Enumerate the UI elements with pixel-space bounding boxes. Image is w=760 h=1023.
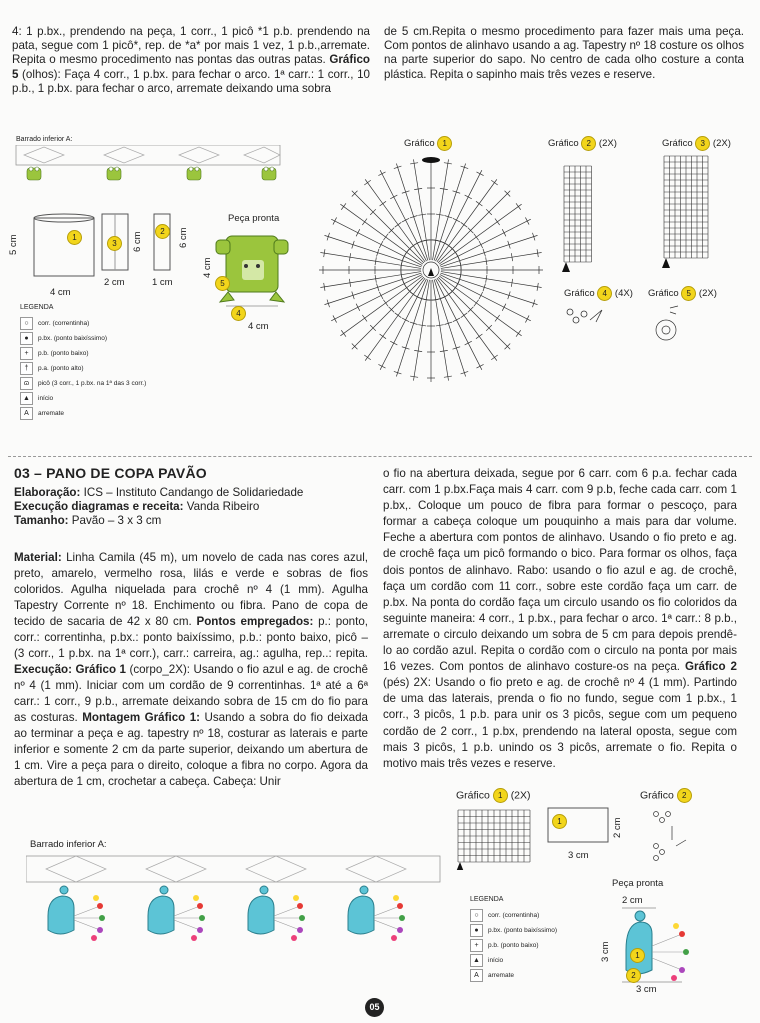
- legend-text: início: [38, 395, 54, 402]
- frog-part-2-badge: 2: [155, 224, 170, 239]
- pv-dim-2cm: 2 cm: [612, 817, 623, 838]
- pv-grafico1-grid: [448, 804, 538, 870]
- legend-text: p.b. (ponto baixo): [488, 942, 539, 949]
- grafico4-motif: [562, 302, 612, 332]
- legend-frog-item: [20, 346, 190, 361]
- pontos-label: Pontos empregados:: [196, 615, 314, 628]
- legend-symbol: ○: [20, 317, 33, 330]
- legend-frog-title: LEGENDA: [20, 304, 54, 311]
- top-right-text: [384, 25, 744, 82]
- legend-text: p.b. (ponto baixo): [38, 350, 89, 357]
- frog-part-1-badge: 1: [67, 230, 82, 245]
- grafico2-body: (pés) 2X: Usando o fio preto e ag. de crochê nº 4 (1 mm). Partindo de uma das laterais, prenda o fio no fundo, segue com 1 p.bx., 1 corr., 3 picôs, 1 p.b. para unir os 3 picôs, segue com um pequeno cordão de 2 corr., 1 p.bx, prendendo na lateral oposta, segue com mais 3 picôs, 1 p.b. unindo os 3 picôs, arremate o fio. Repita o motivo mais três vezes e reserve.: [383, 676, 737, 770]
- grafico1-badge: 1: [437, 136, 452, 151]
- frog-dim-6cm-b: 6 cm: [178, 227, 189, 248]
- pv-pp-badge-1: 1: [630, 948, 645, 963]
- legend-peacock-item: [470, 908, 610, 923]
- grafico5-badge: 5: [681, 286, 696, 301]
- frog-barrado-label: Barrado inferior A:: [16, 136, 73, 143]
- montagem-label: Montagem Gráfico 1:: [82, 711, 201, 724]
- grafico1-title: Gráfico 1: [404, 136, 452, 151]
- section-title: 03 – PANO DE COPA PAVÃO: [14, 465, 207, 481]
- legend-text: picô (3 corr., 1 p.bx. na 1ª das 3 corr.): [38, 380, 147, 387]
- grafico4-badge: 4: [597, 286, 612, 301]
- pv-body-badge: 1: [552, 814, 567, 829]
- right-col-body: o fio na abertura deixada, segue por 6 carr. com 6 p.a. fechar cada carr. com 1 p.bx.Faça mais 4 carr. com 9 p.b, feche cada carr. com 1 p.bx,. Coloque um pouco de fibra para formar o pescoço, para formar a cabeça coloque um pouquinho a mais para dar volume. Feche a abertura com pontos de alinhavo. Usando o fio preto e ag. de crochê faça um picô formando o bico. Para formar os olhos, faça dois pontos de alinhavo. Rabo: usando o fio azul e ag. de crochê, faça um cordão com 11 corr., sobre este cordão faça um carr. de p.bx. Na ponta do cordão faça um circulo usando os fio coloridos da seguinte maneira: 4 corr., 1 p.bx., para fechar o arco. 1ª carr.: 8 p.b., arremate o circulo deixando um sobra de 5 cm para depois prendê-lo ao cordão azul. Repita o cordão com o circulo na ponta por mais 16 vezes. Com pontos de alinhavo costure-os na peça.: [383, 467, 737, 674]
- pontos-body: p.: ponto, corr.: correntinha, p.bx.: ponto baixíssimo, p.b.: ponto baixo, picô – (3 corr., 1 p.bx. na 1ª corr.), carr.: carreira, ag.: agulha, rep..: repita.: [14, 615, 368, 660]
- grafico2-badge: 2: [581, 136, 596, 151]
- pv-pp-dim-3cm-h: 3 cm: [636, 984, 657, 995]
- montagem-body: Usando a sobra do fio deixada ao terminar a peça e ag. tapestry nº 18, costurar as laterais e parte inferior e somente 2 cm da parte superior, deixando um abertura de 1 cm. Vire a peça para o direito, coloque a fibra no corpo. Agora da abertura de 1 cm, crochetar a cabeça. Cabeça: Unir: [14, 711, 368, 788]
- legend-frog-item: [20, 376, 190, 391]
- grafico2-grid: [556, 156, 606, 276]
- pv-pp-dim-2cm: 2 cm: [622, 895, 643, 906]
- top-left-grafico5: Gráfico 5: [12, 53, 370, 81]
- legend-symbol: ▲: [20, 392, 33, 405]
- frog-part-3-badge: 3: [107, 236, 122, 251]
- legend-frog-item: [20, 316, 190, 331]
- legend-symbol: +: [20, 347, 33, 360]
- legend-symbol: ▲: [470, 954, 483, 967]
- frog-dim-4cm: 4 cm: [50, 287, 71, 298]
- top-left-text: [12, 25, 370, 96]
- frog-pp-dim-4cm-h: 4 cm: [248, 321, 269, 332]
- frog-icons: [27, 167, 276, 180]
- tam-label: Tamanho:: [14, 514, 69, 528]
- grafico3-badge: 3: [695, 136, 710, 151]
- top-right-paragraph: de 5 cm.Repita o mesmo procedimento para fazer mais uma peça. Com pontos de alinhavo usando a ag. Tapestry nº 18 costure os olhos na parte superior do sapo. No centro de cada olho costure a conta plástica. Repita o sapinho mais três vezes e reserve.: [384, 25, 744, 81]
- legend-symbol: +: [470, 939, 483, 952]
- pv-grafico2-badge: 2: [677, 788, 692, 803]
- pv-pp-dim-3cm-v: 3 cm: [600, 941, 611, 962]
- grafico5-title: Gráfico 5 (2X): [648, 286, 717, 301]
- legend-peacock: [470, 896, 610, 983]
- pv-dim-3cm: 3 cm: [568, 850, 589, 861]
- legend-frog-item: [20, 406, 190, 421]
- execucao-body: (corpo_2X): Usando o fio azul e ag. de crochê nº 4 (1 mm). Iniciar com um cordão de 9 correntinhas. 1ª até a 6ª carr.: 1 corr., 9 p.b., arremate deixando sobra de 15 cm do fio para as costuras.: [14, 663, 368, 724]
- legend-text: corr. (correntinha): [488, 912, 540, 919]
- frog-pp-badge-4: 4: [231, 306, 246, 321]
- legend-frog-item: [20, 361, 190, 376]
- grafico5-motif: [648, 302, 688, 350]
- pv-grafico1-title: Gráfico 1 (2X): [456, 789, 531, 802]
- top-left-text-1: 4: 1 p.bx., prendendo na peça, 1 corr., 1 picô *1 p.b. prendendo na pata, segue com 1 picô*, rep. de *a* por mais 1 vez, 1 p.b.,arremate. Repita o mesmo procedimento nas pontas das outras patas.: [12, 25, 370, 67]
- legend-symbol: †: [20, 362, 33, 375]
- pv-pp-badge-2: 2: [626, 968, 641, 983]
- elab-label: Elaboração:: [14, 486, 81, 499]
- legend-text: p.bx. (ponto baixíssimo): [38, 335, 108, 342]
- pv-grafico2-motif: [646, 806, 696, 866]
- section-credits: [14, 486, 374, 529]
- legend-symbol: ●: [470, 924, 483, 937]
- frog-dim-1cm: 1 cm: [152, 277, 173, 288]
- material-text: [14, 550, 368, 790]
- legend-symbol: ○: [470, 909, 483, 922]
- legend-peacock-title: LEGENDA: [470, 896, 504, 903]
- grafico2-title: Gráfico 2 (2X): [548, 136, 617, 151]
- legend-peacock-item: [470, 938, 610, 953]
- pv-grafico2-title: Gráfico 2: [640, 788, 692, 803]
- frog-rect-2-diagram: [152, 212, 172, 274]
- grafico3-grid: [652, 148, 722, 272]
- grafico2-label: Gráfico 2: [684, 660, 737, 674]
- pv-grafico1-badge: 1: [493, 788, 508, 803]
- pv-finished-illustration: [612, 906, 696, 986]
- grafico4-title: Gráfico 4 (4X): [564, 286, 633, 301]
- right-column-text: [383, 466, 737, 772]
- legend-frog-item: [20, 331, 190, 346]
- tam-value: Pavão – 3 x 3 cm: [68, 514, 162, 528]
- legend-peacock-item: [470, 953, 610, 968]
- legend-frog: [20, 304, 190, 421]
- frog-barrado-strip: [14, 145, 284, 195]
- execucao-label: Execução: Gráfico 1: [14, 663, 126, 676]
- pv-barrado-strip: [26, 852, 442, 958]
- legend-text: início: [488, 957, 504, 964]
- legend-symbol: ɷ: [20, 377, 33, 390]
- legend-peacock-item: [470, 923, 610, 938]
- exec-value: Vanda Ribeiro: [183, 500, 260, 514]
- legend-symbol: A: [20, 407, 33, 420]
- frog-dim-5cm: 5 cm: [8, 234, 19, 255]
- frog-pp-badge-5: 5: [215, 276, 230, 291]
- section-divider: [8, 456, 752, 457]
- material-label: Material:: [14, 551, 62, 564]
- peacock-icons: [48, 886, 405, 941]
- pv-barrado-label: Barrado inferior A:: [30, 839, 107, 850]
- legend-text: p.a. (ponto alto): [38, 365, 84, 372]
- legend-frog-item: [20, 391, 190, 406]
- legend-symbol: A: [470, 969, 483, 982]
- frog-pp-dim-4cm-v: 4 cm: [202, 257, 213, 278]
- frog-cylinder-diagram: [30, 212, 100, 284]
- legend-text: arremate: [488, 972, 515, 979]
- frog-dim-2cm: 2 cm: [104, 277, 125, 288]
- page-number: 05: [365, 998, 384, 1017]
- legend-text: p.bx. (ponto baixíssimo): [488, 927, 558, 934]
- frog-finished-illustration: [214, 228, 298, 320]
- frog-dim-6cm-a: 6 cm: [132, 231, 143, 252]
- legend-text: arremate: [38, 410, 65, 417]
- material-body: Linha Camila (45 m), um novelo de cada nas cores azul, preto, amarelo, vermelho rosa, lilás e verde e sobras de fios coloridos. Agulha niquelada para crochê nº 4 (1 mm). Agulha Tapestry Corrente nº 18. Enchimento ou fibra. Pano de copa de tecido de sacaria de 42 x 80 cm.: [14, 551, 368, 628]
- exec-label: Execução diagramas e receita:: [14, 500, 184, 514]
- legend-peacock-item: [470, 968, 610, 983]
- elab-value: ICS – Instituto Candango de Solidariedade: [80, 486, 304, 499]
- pv-peca-pronta: Peça pronta: [612, 878, 664, 889]
- grafico1-radial-chart: [296, 152, 566, 402]
- legend-symbol: ●: [20, 332, 33, 345]
- frog-peca-pronta: Peça pronta: [228, 213, 280, 224]
- legend-text: corr. (correntinha): [38, 320, 90, 327]
- top-left-text-2: (olhos): Faça 4 corr., 1 p.bx. para fechar o arco. 1ª carr.: 1 corr., 10 p.b., 1 p.bx. para fechar o arco, arremate deixando uma sobra: [12, 67, 370, 95]
- grafico3-title: Gráfico 3 (2X): [662, 136, 731, 151]
